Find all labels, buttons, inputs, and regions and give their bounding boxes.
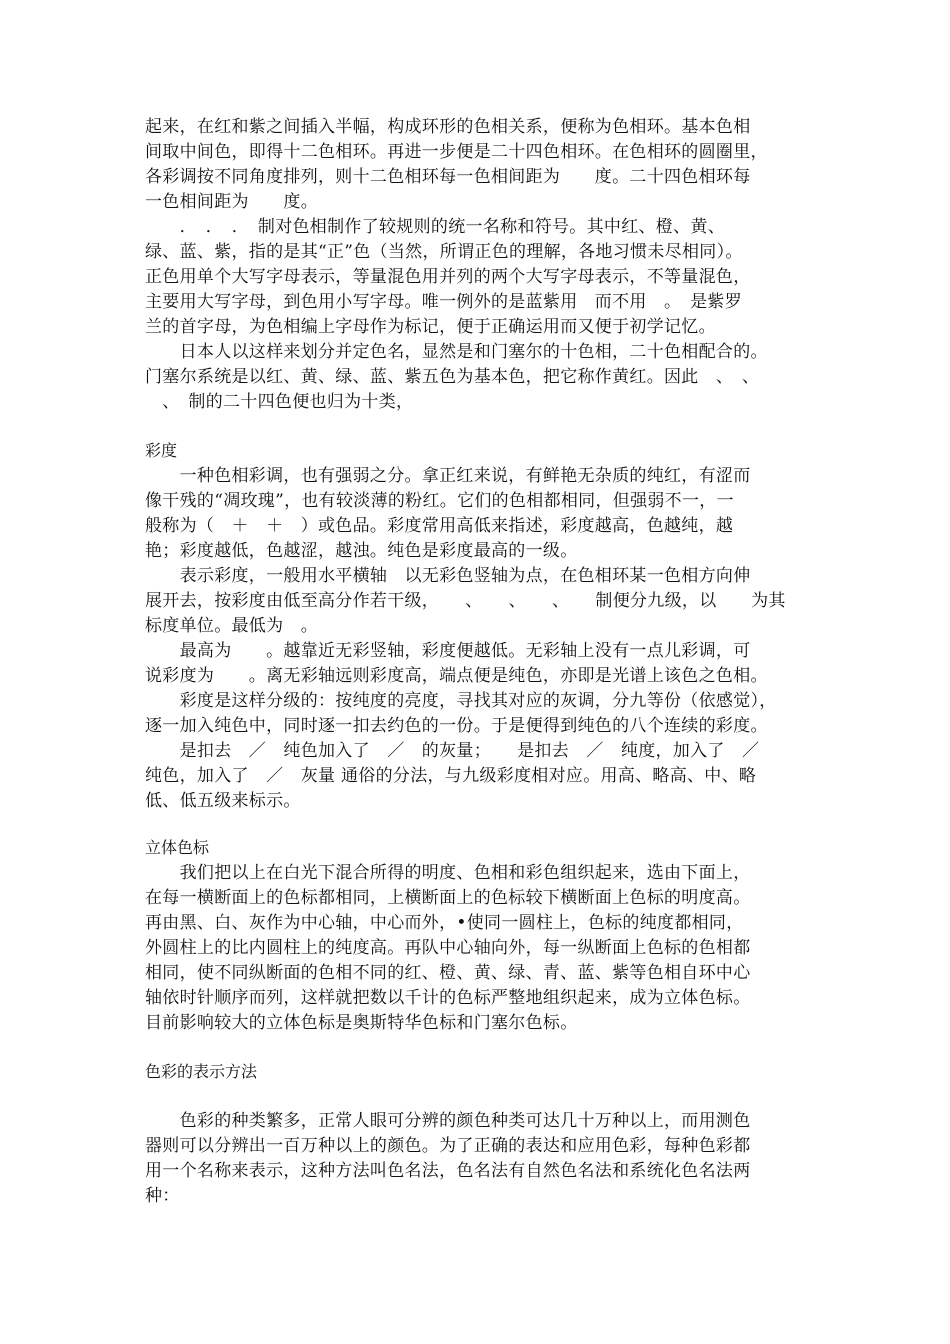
text-line: 门塞尔系统是以红、黄、绿、蓝、紫五色为基本色，把它称作黄红。因此 、 、	[145, 367, 760, 387]
text-line: 主要用大写字母，到色用小写字母。唯一例外的是蓝紫用 而不用 。 是紫罗	[145, 292, 742, 312]
text-line: 兰的首字母，为色相编上字母作为标记，便于正确运用而又便于初学记忆。	[145, 317, 716, 337]
text-line: 像干残的“凋玫瑰”，也有较淡薄的粉红。它们的色相都相同，但强弱不一，一	[145, 491, 734, 511]
text-line: 正色用单个大写字母表示，等量混色用并列的两个大写字母表示，不等量混色，	[145, 267, 751, 287]
text-line: 表示彩度，一般用水平横轴 以无彩色竖轴为点，在色相环某一色相方向伸	[145, 566, 751, 586]
text-line: 彩度是这样分级的：按纯度的亮度，寻找其对应的灰调，分九等份（依感觉），	[145, 691, 777, 711]
section-heading-color-notation: 色彩的表示方法	[145, 1062, 258, 1081]
text-line: 色彩的种类繁多，正常人眼可分辨的颜色种类可达几十万种以上，而用测色	[145, 1111, 751, 1131]
text-line: 我们把以上在白光下混合所得的明度、色相和彩色组织起来，选由下面上，	[145, 863, 751, 883]
text-line: 用一个名称来表示，这种方法叫色名法，色名法有自然色名法和系统化色名法两	[145, 1161, 751, 1181]
text-line: 是扣去 ／ 纯色加入了 ／ 的灰量； 是扣去 ／ 纯度，加入了 ／	[145, 741, 760, 761]
section-heading-color-solid: 立体色标	[145, 838, 210, 857]
text-line: ． ． ． 制对色相制作了较规则的统一名称和符号。其中红、橙、黄、	[145, 217, 725, 237]
text-line: 各彩调按不同角度排列，则十二色相环每一色相间距为 度。二十四色相环每	[145, 167, 751, 187]
text-line: 低、低五级来标示。	[145, 791, 301, 811]
text-line: 外圆柱上的比内圆柱上的纯度高。再队中心轴向外，每一纵断面上色标的色相都	[145, 938, 751, 958]
text-line: 间取中间色，即得十二色相环。再进一步便是二十四色相环。在色相环的圆圈里，	[145, 142, 768, 162]
text-line: 说彩度为 。离无彩轴远则彩度高，端点便是纯色，亦即是光谱上该色之色相。	[145, 666, 768, 686]
text-line: 、 制的二十四色便也归为十类，	[145, 392, 414, 412]
text-line: 纯色，加入了 ／ 灰量 通俗的分法，与九级彩度相对应。用高、略高、中、略	[145, 766, 757, 786]
text-line: 标度单位。最低为 。	[145, 616, 318, 636]
text-line: 展开去，按彩度由低至高分作若干级， 、 、 、 制便分九级，以 为其	[145, 591, 786, 611]
section-heading-saturation: 彩度	[145, 441, 178, 460]
text-line: 再由黑、白、灰作为中心轴，中心而外，•使同一圆柱上，色标的纯度都相同，	[145, 913, 744, 933]
text-line: 绿、蓝、紫，指的是其“正”色（当然，所谓正色的理解，各地习惯未尽相同）。	[145, 242, 743, 262]
text-line: 相同，使不同纵断面的色相不同的红、橙、黄、绿、青、蓝、紫等色相自环中心	[145, 963, 751, 983]
text-line: 一种色相彩调，也有强弱之分。拿正红来说，有鲜艳无杂质的纯红，有涩而	[145, 466, 751, 486]
text-line: 逐一加入纯色中，同时逐一扣去约色的一份。于是便得到纯色的八个连续的彩度。	[145, 716, 768, 736]
text-line: 般称为（ ＋ ＋ ）或色品。彩度常用高低来指述，彩度越高，色越纯，越	[145, 516, 734, 536]
text-line: 器则可以分辨出一百万种以上的颜色。为了正确的表达和应用色彩，每种色彩都	[145, 1136, 751, 1156]
text-line: 起来，在红和紫之间插入半幅，构成环形的色相关系，便称为色相环。基本色相	[145, 117, 751, 137]
text-line: 目前影响较大的立体色标是奥斯特华色标和门塞尔色标。	[145, 1013, 578, 1033]
text-line: 轴依时针顺序而列，这样就把数以千计的色标严整地组织起来，成为立体色标。	[145, 988, 751, 1008]
text-line: 日本人以这样来划分并定色名，显然是和门塞尔的十色相，二十色相配合的。	[145, 342, 768, 362]
text-line: 一色相间距为 度。	[145, 192, 318, 212]
text-line: 在每一横断面上的色标都相同，上横断面上的色标较下横断面上色标的明度高。	[145, 888, 751, 908]
text-line: 种：	[145, 1186, 180, 1206]
text-line: 最高为 。越靠近无彩竖轴，彩度便越低。无彩轴上没有一点儿彩调，可	[145, 641, 751, 661]
text-line: 艳；彩度越低，色越涩，越浊。纯色是彩度最高的一级。	[145, 541, 578, 561]
